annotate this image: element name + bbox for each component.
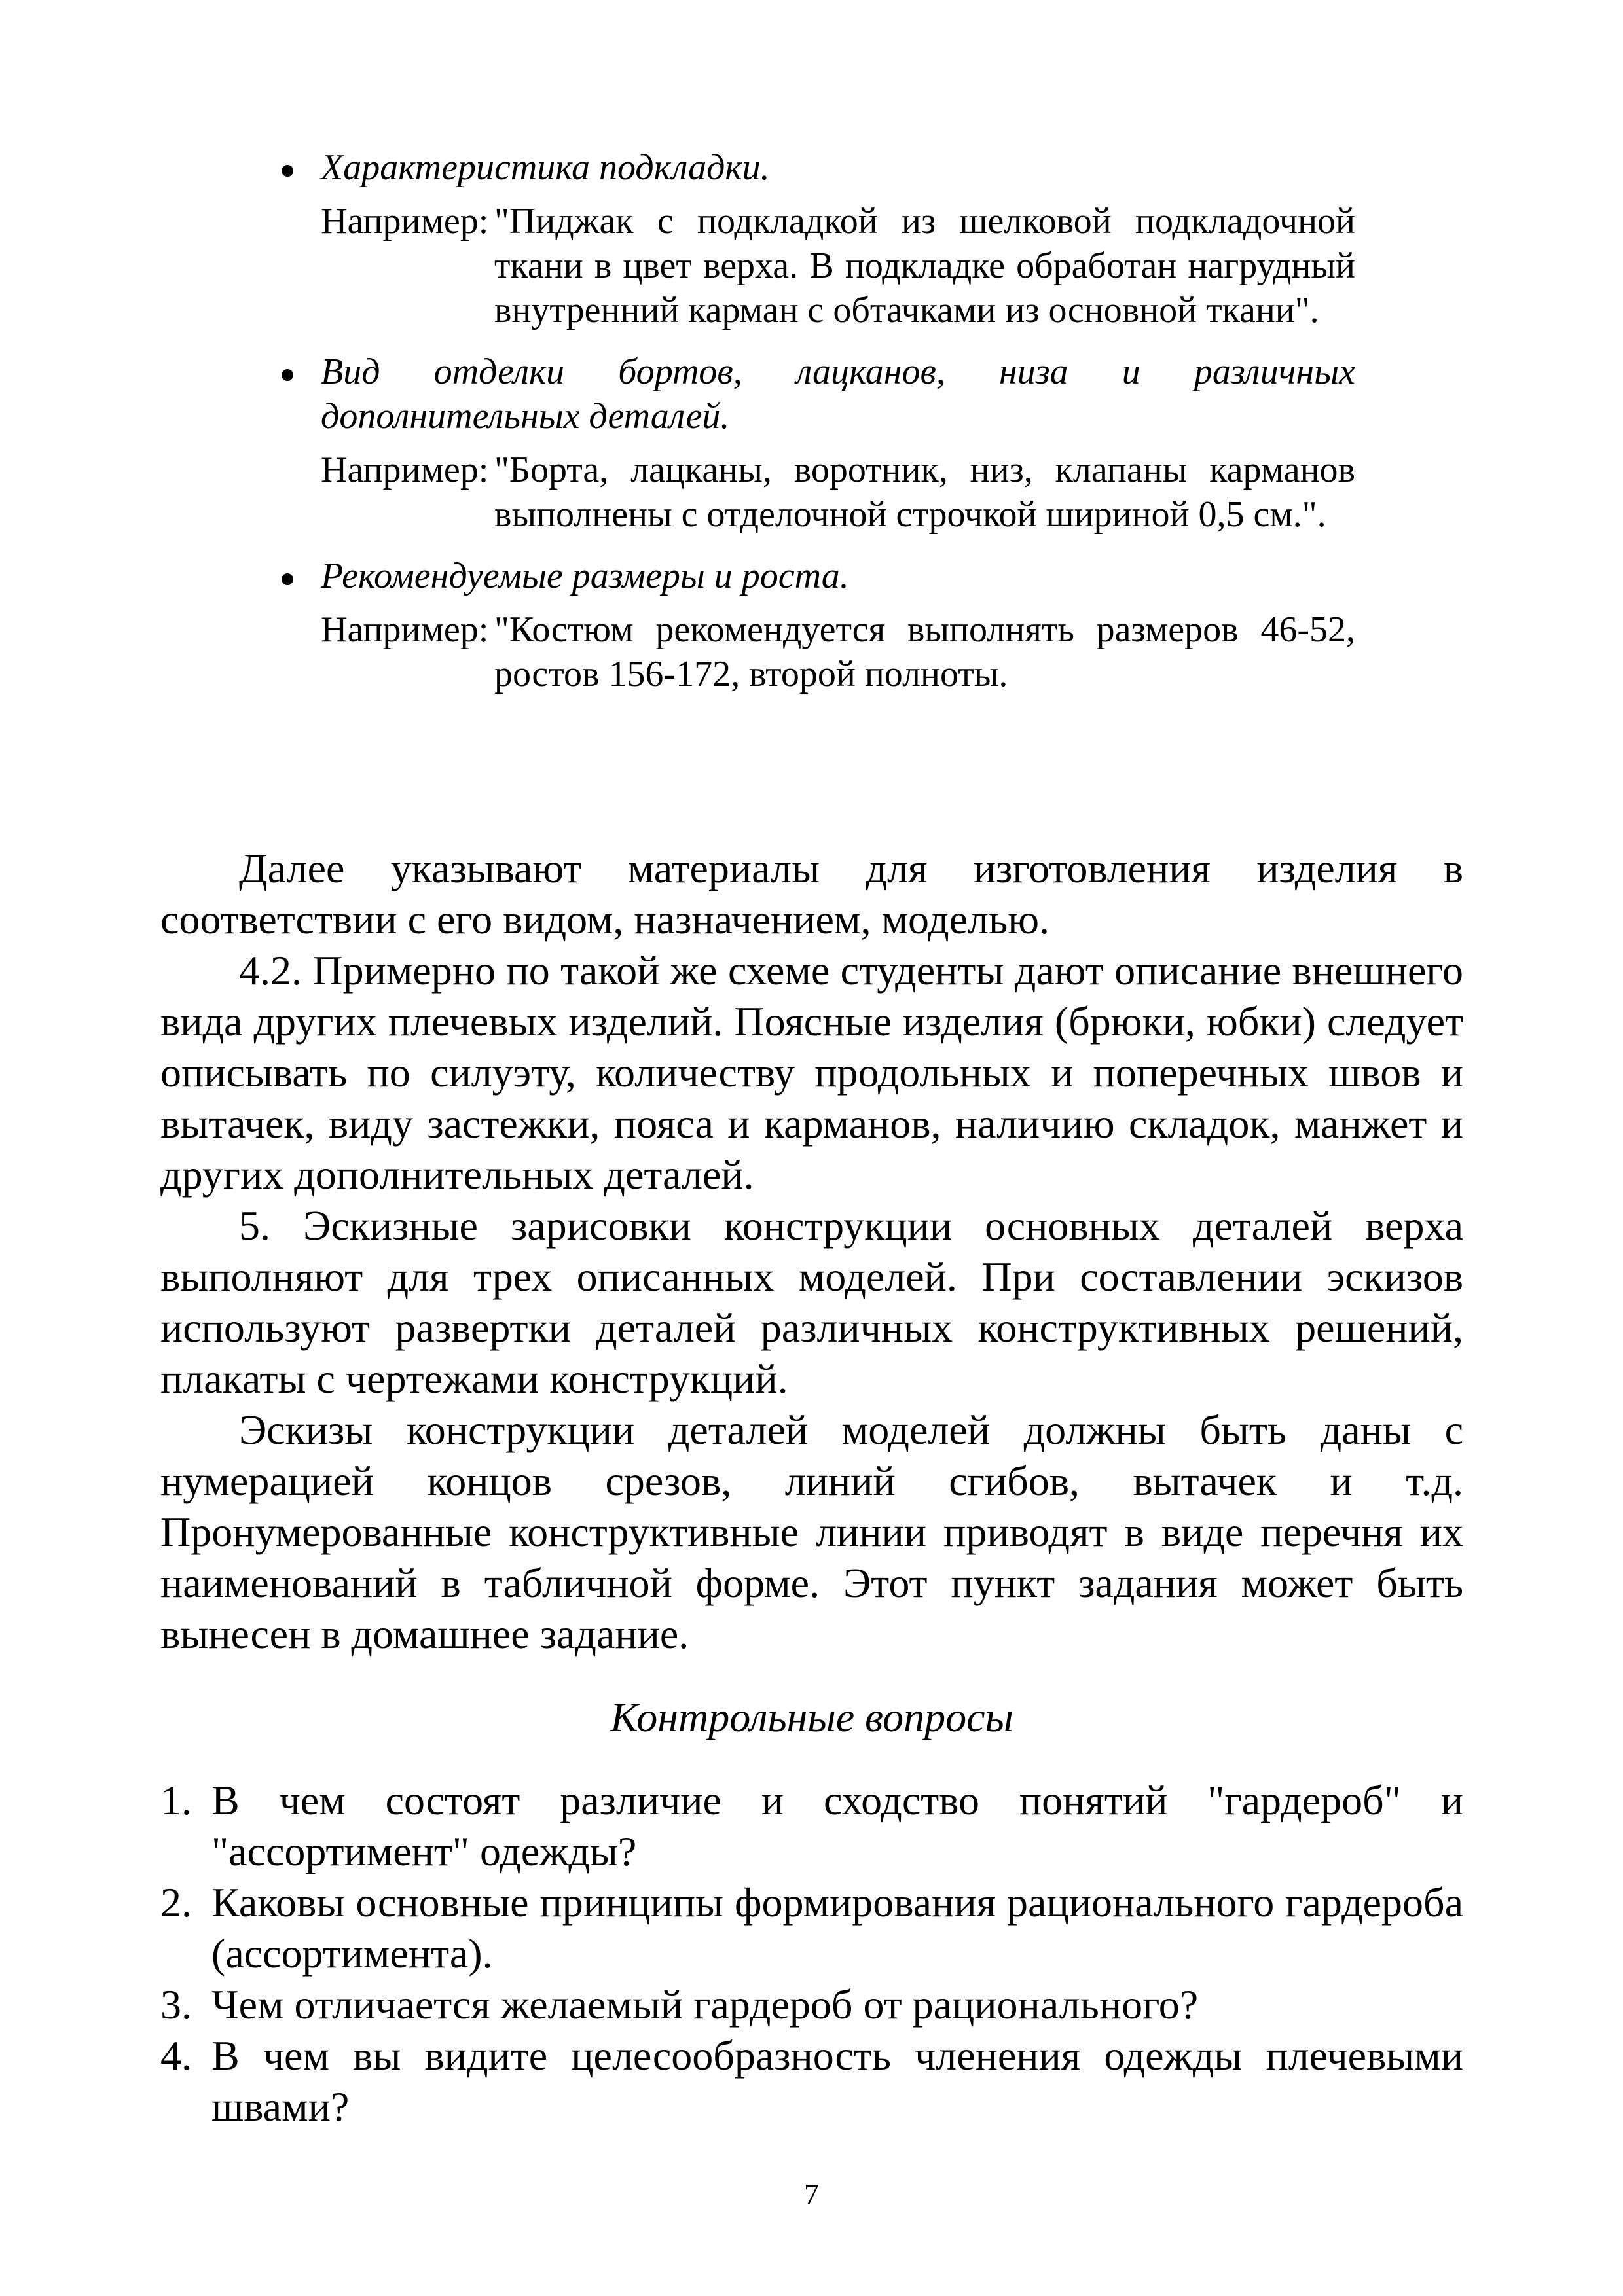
question-text: В чем вы видите целесообразность членения одежды плечевыми швами? [211, 2032, 1463, 2130]
question-list [160, 1775, 1463, 2132]
paragraph: 4.2. Примерно по такой же схеме студенты дают описание внешнего вида других плечевых изделий. Поясные изделия (брюки, юбки) следует описывать по силуэту, количеству продольных и поперечных швов и вытачек, виду застежки, пояса и карманов, наличию складок, манжет и других дополнительных деталей. [160, 947, 1463, 1198]
body-text [160, 843, 1463, 1660]
question-number: 2. [160, 1879, 192, 1926]
section-heading: Контрольные вопросы [610, 1694, 1013, 1740]
question-text: В чем состоят различие и сходство понятий "гардероб" и "ассортимент" одежды? [211, 1777, 1463, 1874]
question-item [160, 2030, 1463, 2132]
bullet-dot-icon [282, 369, 293, 381]
question-item [160, 1877, 1463, 1979]
question-item [160, 1775, 1463, 1877]
paragraph: 5. Эскизные зарисовки конструкции основных деталей верха выполняют для трех описанных моделей. При составлении эскизов используют развертки деталей различных конструктивных решений, плакаты с чертежами конструкций. [160, 1202, 1463, 1402]
question-number: 4. [160, 2032, 192, 2079]
example-block [321, 607, 1355, 696]
example-text: "Борта, лацканы, воротник, низ, клапаны карманов выполнены с отделочной строчкой шириной 0,5 см.". [494, 450, 1355, 535]
example-label: Например: [321, 609, 489, 650]
example-text: "Пиджак с подкладкой из шелковой подкладочной ткани в цвет верха. В подкладке обработан нагрудный внутренний карман с обтачками из основной ткани". [494, 201, 1355, 331]
bullet-title: Характеристика подкладки. [321, 147, 770, 188]
example-text: "Костюм рекомендуется выполнять размеров 46-52, ростов 156-172, второй полноты. [494, 609, 1355, 694]
example-block [321, 199, 1355, 332]
bullet-dot-icon [282, 165, 293, 177]
paragraph: Далее указывают материалы для изготовления изделия в соответствии с его видом, назначением, моделью. [160, 845, 1463, 942]
example-block [321, 448, 1355, 537]
question-text: Чем отличается желаемый гардероб от рационального? [211, 1981, 1199, 2028]
bullet-title: Рекомендуемые размеры и роста. [321, 556, 849, 596]
bullet-list [275, 145, 1355, 696]
bullet-item [275, 350, 1355, 537]
bullet-item [275, 145, 1355, 332]
example-label: Например: [321, 450, 489, 490]
page-number: 7 [804, 2178, 819, 2211]
question-number: 1. [160, 1777, 192, 1823]
question-text: Каковы основные принципы формирования рационального гардероба (ассортимента). [211, 1879, 1463, 1977]
paragraph: Эскизы конструкции деталей моделей должны быть даны с нумерацией концов срезов, линий сгибов, вытачек и т.д. Пронумерованные конструктивные линии приводят в виде перечня их наименований в табличной форме. Этот пункт задания может быть вынесен в домашнее задание. [160, 1407, 1463, 1657]
bullet-item [275, 554, 1355, 696]
example-label: Например: [321, 201, 489, 242]
question-item [160, 1979, 1463, 2030]
question-number: 3. [160, 1981, 192, 2028]
bullet-title: Вид отделки бортов, лацканов, низа и различных дополнительных деталей. [321, 351, 1355, 437]
bullet-dot-icon [282, 573, 293, 585]
